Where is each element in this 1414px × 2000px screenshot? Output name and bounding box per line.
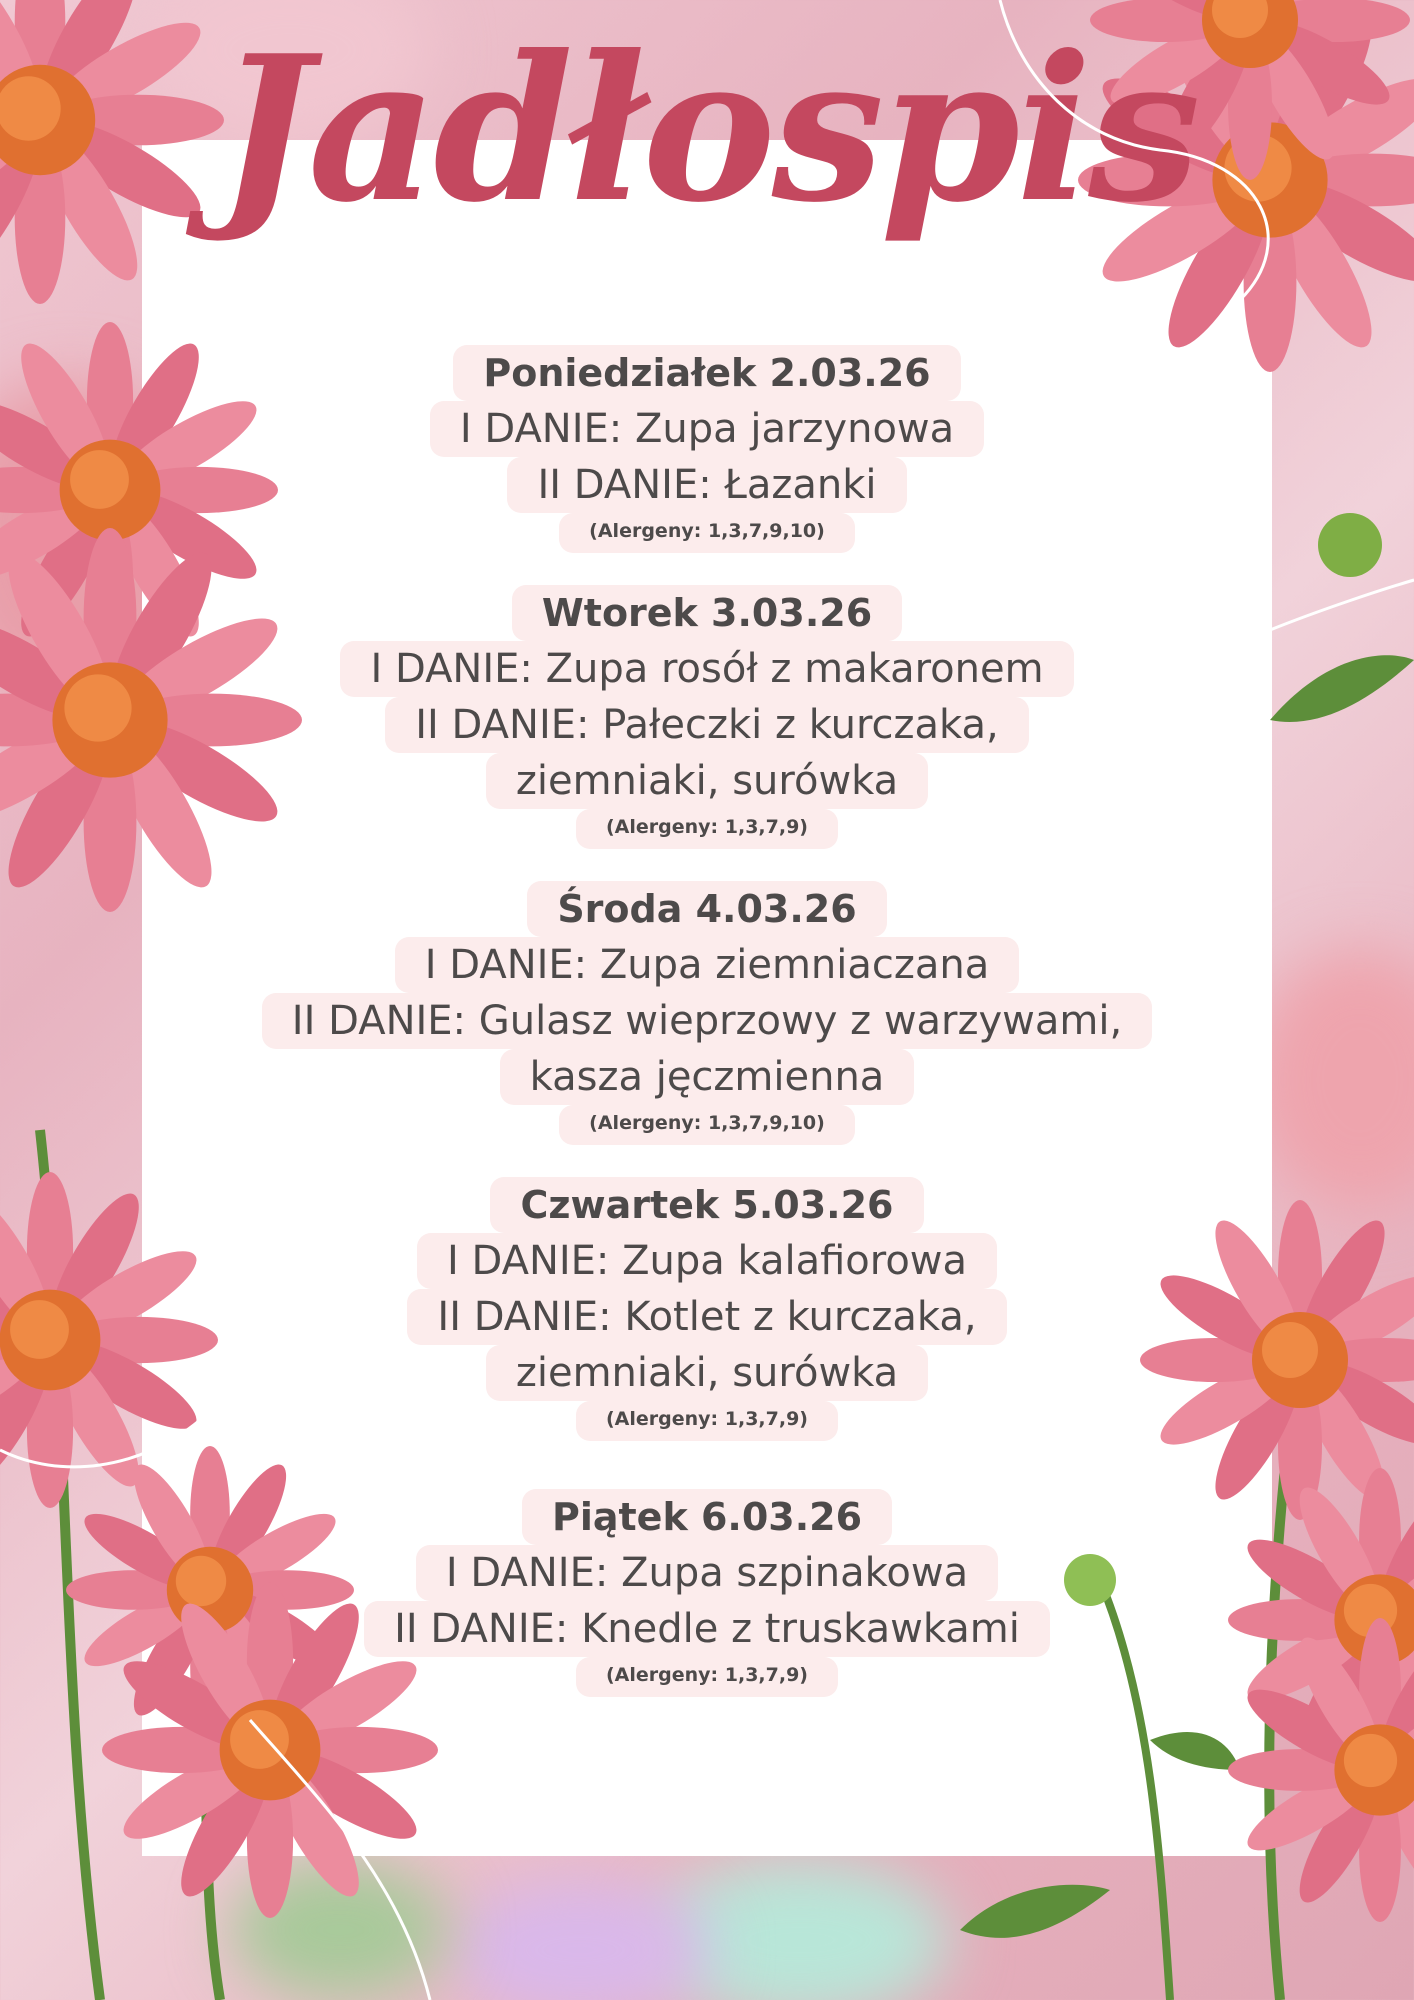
day-heading: Wtorek 3.03.26 (512, 585, 902, 641)
first-course: I DANIE: Zupa jarzynowa (430, 401, 984, 457)
allergens: (Alergeny: 1,3,7,9) (576, 1657, 838, 1697)
second-course: II DANIE: Pałeczki z kurczaka, (385, 697, 1029, 753)
day-heading: Środa 4.03.26 (527, 881, 886, 937)
allergens: (Alergeny: 1,3,7,9,10) (559, 1105, 855, 1145)
second-course-continued: ziemniaki, surówka (486, 753, 928, 809)
day-heading: Piątek 6.03.26 (522, 1489, 892, 1545)
second-course: II DANIE: Łazanki (507, 457, 906, 513)
page-title: Jadłospis (217, 12, 1197, 247)
first-course: I DANIE: Zupa kalafiorowa (417, 1233, 997, 1289)
second-course: II DANIE: Kotlet z kurczaka, (407, 1289, 1006, 1345)
day-heading: Czwartek 5.03.26 (490, 1177, 923, 1233)
first-course: I DANIE: Zupa rosół z makaronem (340, 641, 1073, 697)
first-course: I DANIE: Zupa ziemniaczana (395, 937, 1020, 993)
allergens: (Alergeny: 1,3,7,9) (576, 809, 838, 849)
second-course: II DANIE: Gulasz wieprzowy z warzywami, (262, 993, 1152, 1049)
allergens: (Alergeny: 1,3,7,9) (576, 1401, 838, 1441)
second-course-continued: ziemniaki, surówka (486, 1345, 928, 1401)
first-course: I DANIE: Zupa szpinakowa (416, 1545, 998, 1601)
second-course-continued: kasza jęczmienna (500, 1049, 915, 1105)
day-heading: Poniedziałek 2.03.26 (453, 345, 960, 401)
second-course: II DANIE: Knedle z truskawkami (364, 1601, 1050, 1657)
allergens: (Alergeny: 1,3,7,9,10) (559, 513, 855, 553)
